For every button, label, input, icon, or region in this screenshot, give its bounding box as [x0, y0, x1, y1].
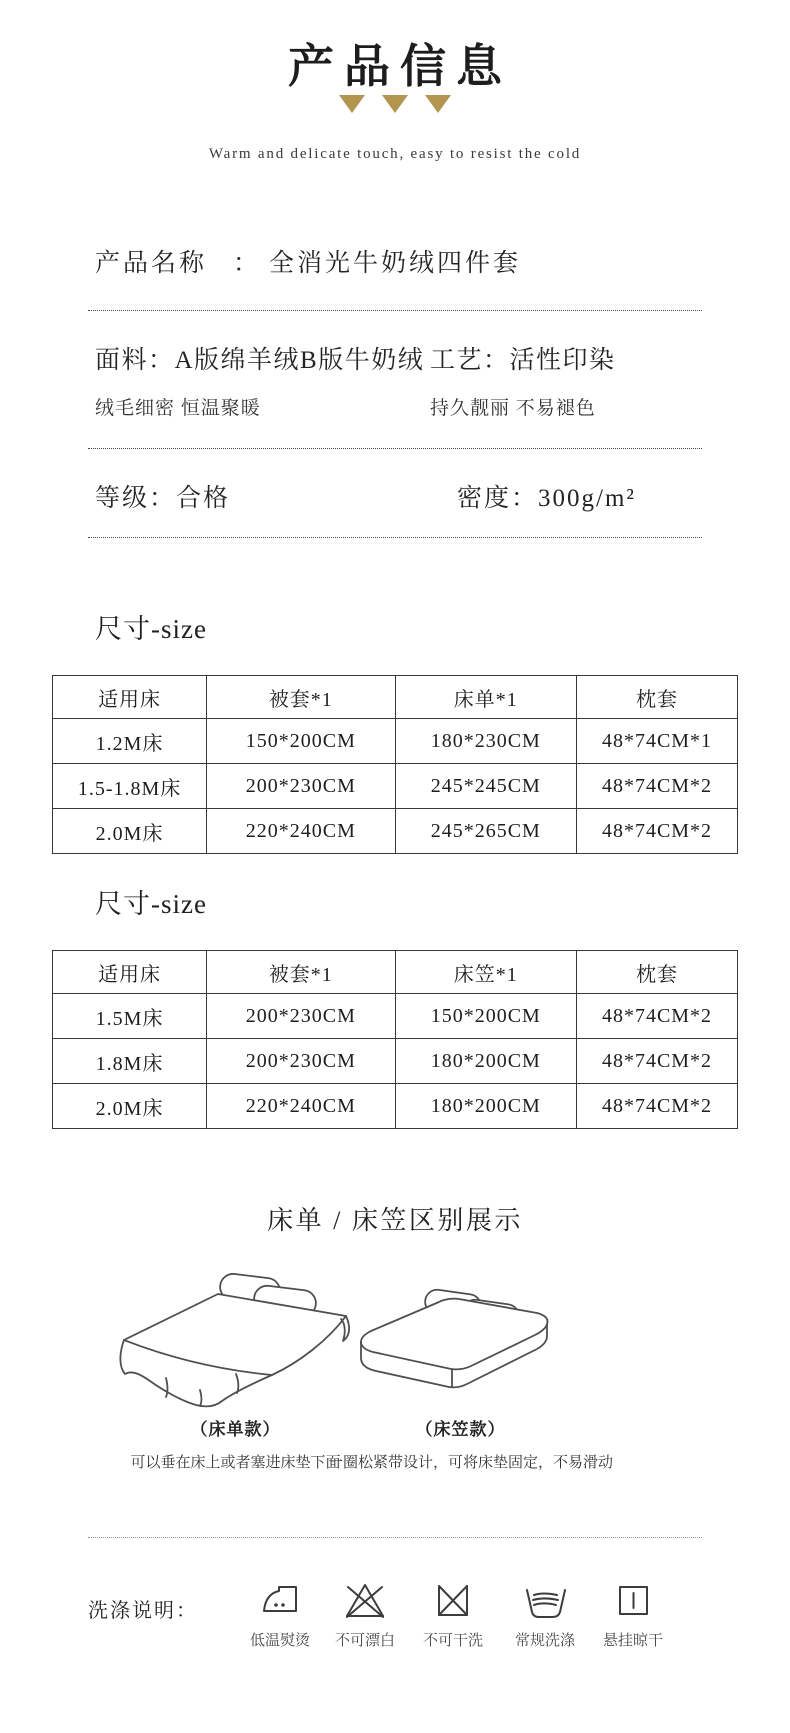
- table-cell: 48*74CM*2: [577, 994, 738, 1039]
- table-cell: 1.5M床: [53, 994, 207, 1039]
- table-row: [53, 1039, 738, 1084]
- table-row: [53, 719, 738, 764]
- table-cell: 48*74CM*2: [577, 1084, 738, 1129]
- normal-wash-icon: [521, 1578, 569, 1622]
- triangle-down-icon: [382, 95, 408, 113]
- table-row: [53, 764, 738, 809]
- washing-item: [591, 1578, 675, 1650]
- no-bleach-icon: [342, 1578, 388, 1622]
- washing-item: [238, 1578, 322, 1650]
- washing-item: [411, 1578, 495, 1650]
- accent-triangles: [0, 95, 790, 113]
- triangle-down-icon: [339, 95, 365, 113]
- craft-title: 工艺：活性印染: [430, 347, 616, 374]
- table-cell: 245*245CM: [395, 764, 577, 809]
- product-name-value: 全消光牛奶绒四件套: [269, 250, 522, 277]
- table-cell: 200*230CM: [207, 1039, 395, 1084]
- dotted-divider: [88, 1537, 702, 1538]
- table-cell: 1.8M床: [53, 1039, 207, 1084]
- washing-instructions-label: 洗涤说明：: [88, 1600, 198, 1622]
- table-header-row: [53, 676, 738, 719]
- table-header-cell: 床单*1: [395, 676, 577, 719]
- page-title: 产品信息: [288, 41, 512, 92]
- triangle-down-icon: [425, 95, 451, 113]
- table-header-cell: 被套*1: [207, 951, 395, 994]
- size-table-flat-sheet: [52, 675, 738, 854]
- table-cell: 48*74CM*2: [577, 809, 738, 854]
- table-cell: 48*74CM*2: [577, 1039, 738, 1084]
- table-cell: 2.0M床: [53, 809, 207, 854]
- size-heading-2: 尺寸-size: [95, 889, 207, 919]
- table-cell: 220*240CM: [207, 1084, 395, 1129]
- table-header-cell: 枕套: [577, 676, 738, 719]
- table-cell: 150*200CM: [395, 994, 577, 1039]
- washing-item-label: 不可干洗: [422, 1632, 483, 1649]
- fitted-sheet-caption: （床笠款）: [415, 1420, 506, 1439]
- hang-dry-icon: [610, 1578, 656, 1622]
- fitted-sheet-demo: [328, 1265, 614, 1472]
- comparison-heading: 床单 / 床笠区别展示: [267, 1206, 523, 1235]
- washing-item-label: 低温熨烫: [249, 1632, 310, 1649]
- table-header-row: [53, 951, 738, 994]
- density-value: 密度：300g/m²: [457, 485, 636, 512]
- table-header-cell: 适用床: [53, 951, 207, 994]
- washing-item-label: 常规洗涤: [514, 1632, 575, 1649]
- table-cell: 200*230CM: [207, 994, 395, 1039]
- size-heading-1: 尺寸-size: [95, 614, 207, 644]
- dotted-divider: [88, 448, 702, 449]
- table-cell: 1.2M床: [53, 719, 207, 764]
- product-name-label: 产品名称: [95, 250, 208, 277]
- table-header-cell: 适用床: [53, 676, 207, 719]
- fabric-subtitle: 绒毛细密 恒温聚暖: [95, 398, 261, 419]
- washing-item-label: 悬挂晾干: [602, 1632, 663, 1649]
- product-name-row: [95, 243, 521, 279]
- dotted-divider: [88, 310, 702, 311]
- table-cell: 200*230CM: [207, 764, 395, 809]
- table-row: [53, 1084, 738, 1129]
- product-name-colon: ：: [233, 250, 262, 277]
- no-dry-clean-icon: [430, 1578, 476, 1622]
- table-row: [53, 994, 738, 1039]
- washing-item-label: 不可漂白: [334, 1632, 395, 1649]
- table-header-cell: 枕套: [577, 951, 738, 994]
- dotted-divider: [88, 537, 702, 538]
- table-cell: 180*200CM: [395, 1039, 577, 1084]
- iron-low-temp-icon: [257, 1578, 303, 1622]
- table-cell: 1.5-1.8M床: [53, 764, 207, 809]
- grade-density-row: [95, 478, 702, 514]
- table-cell: 180*200CM: [395, 1084, 577, 1129]
- table-header-cell: 床笠*1: [395, 951, 577, 994]
- page-subtitle: Warm and delicate touch, easy to resist the cold: [208, 146, 582, 162]
- grade-value: 等级：合格: [95, 485, 231, 512]
- flat-sheet-caption: （床单款）: [190, 1420, 281, 1439]
- fitted-sheet-description: 一圈松紧带设计，可将床垫固定，不易滑动: [328, 1454, 614, 1471]
- flat-sheet-description: 可以垂在床上或者塞进床垫下面: [130, 1454, 341, 1471]
- table-header-cell: 被套*1: [207, 676, 395, 719]
- craft-subtitle: 持久靓丽 不易褪色: [430, 398, 596, 419]
- table-row: [53, 809, 738, 854]
- table-cell: 48*74CM*2: [577, 764, 738, 809]
- table-cell: 48*74CM*1: [577, 719, 738, 764]
- washing-item: [503, 1578, 587, 1650]
- size-table-fitted-sheet: [52, 950, 738, 1129]
- table-cell: 180*230CM: [395, 719, 577, 764]
- craft-spec: [430, 340, 616, 420]
- table-cell: 245*265CM: [395, 809, 577, 854]
- table-cell: 220*240CM: [207, 809, 395, 854]
- table-cell: 150*200CM: [207, 719, 395, 764]
- fabric-spec: [95, 340, 424, 420]
- table-cell: 2.0M床: [53, 1084, 207, 1129]
- fitted-sheet-bed-illustration: [328, 1265, 593, 1410]
- fabric-title: 面料：A版绵羊绒B版牛奶绒: [95, 347, 425, 374]
- washing-item: [323, 1578, 407, 1650]
